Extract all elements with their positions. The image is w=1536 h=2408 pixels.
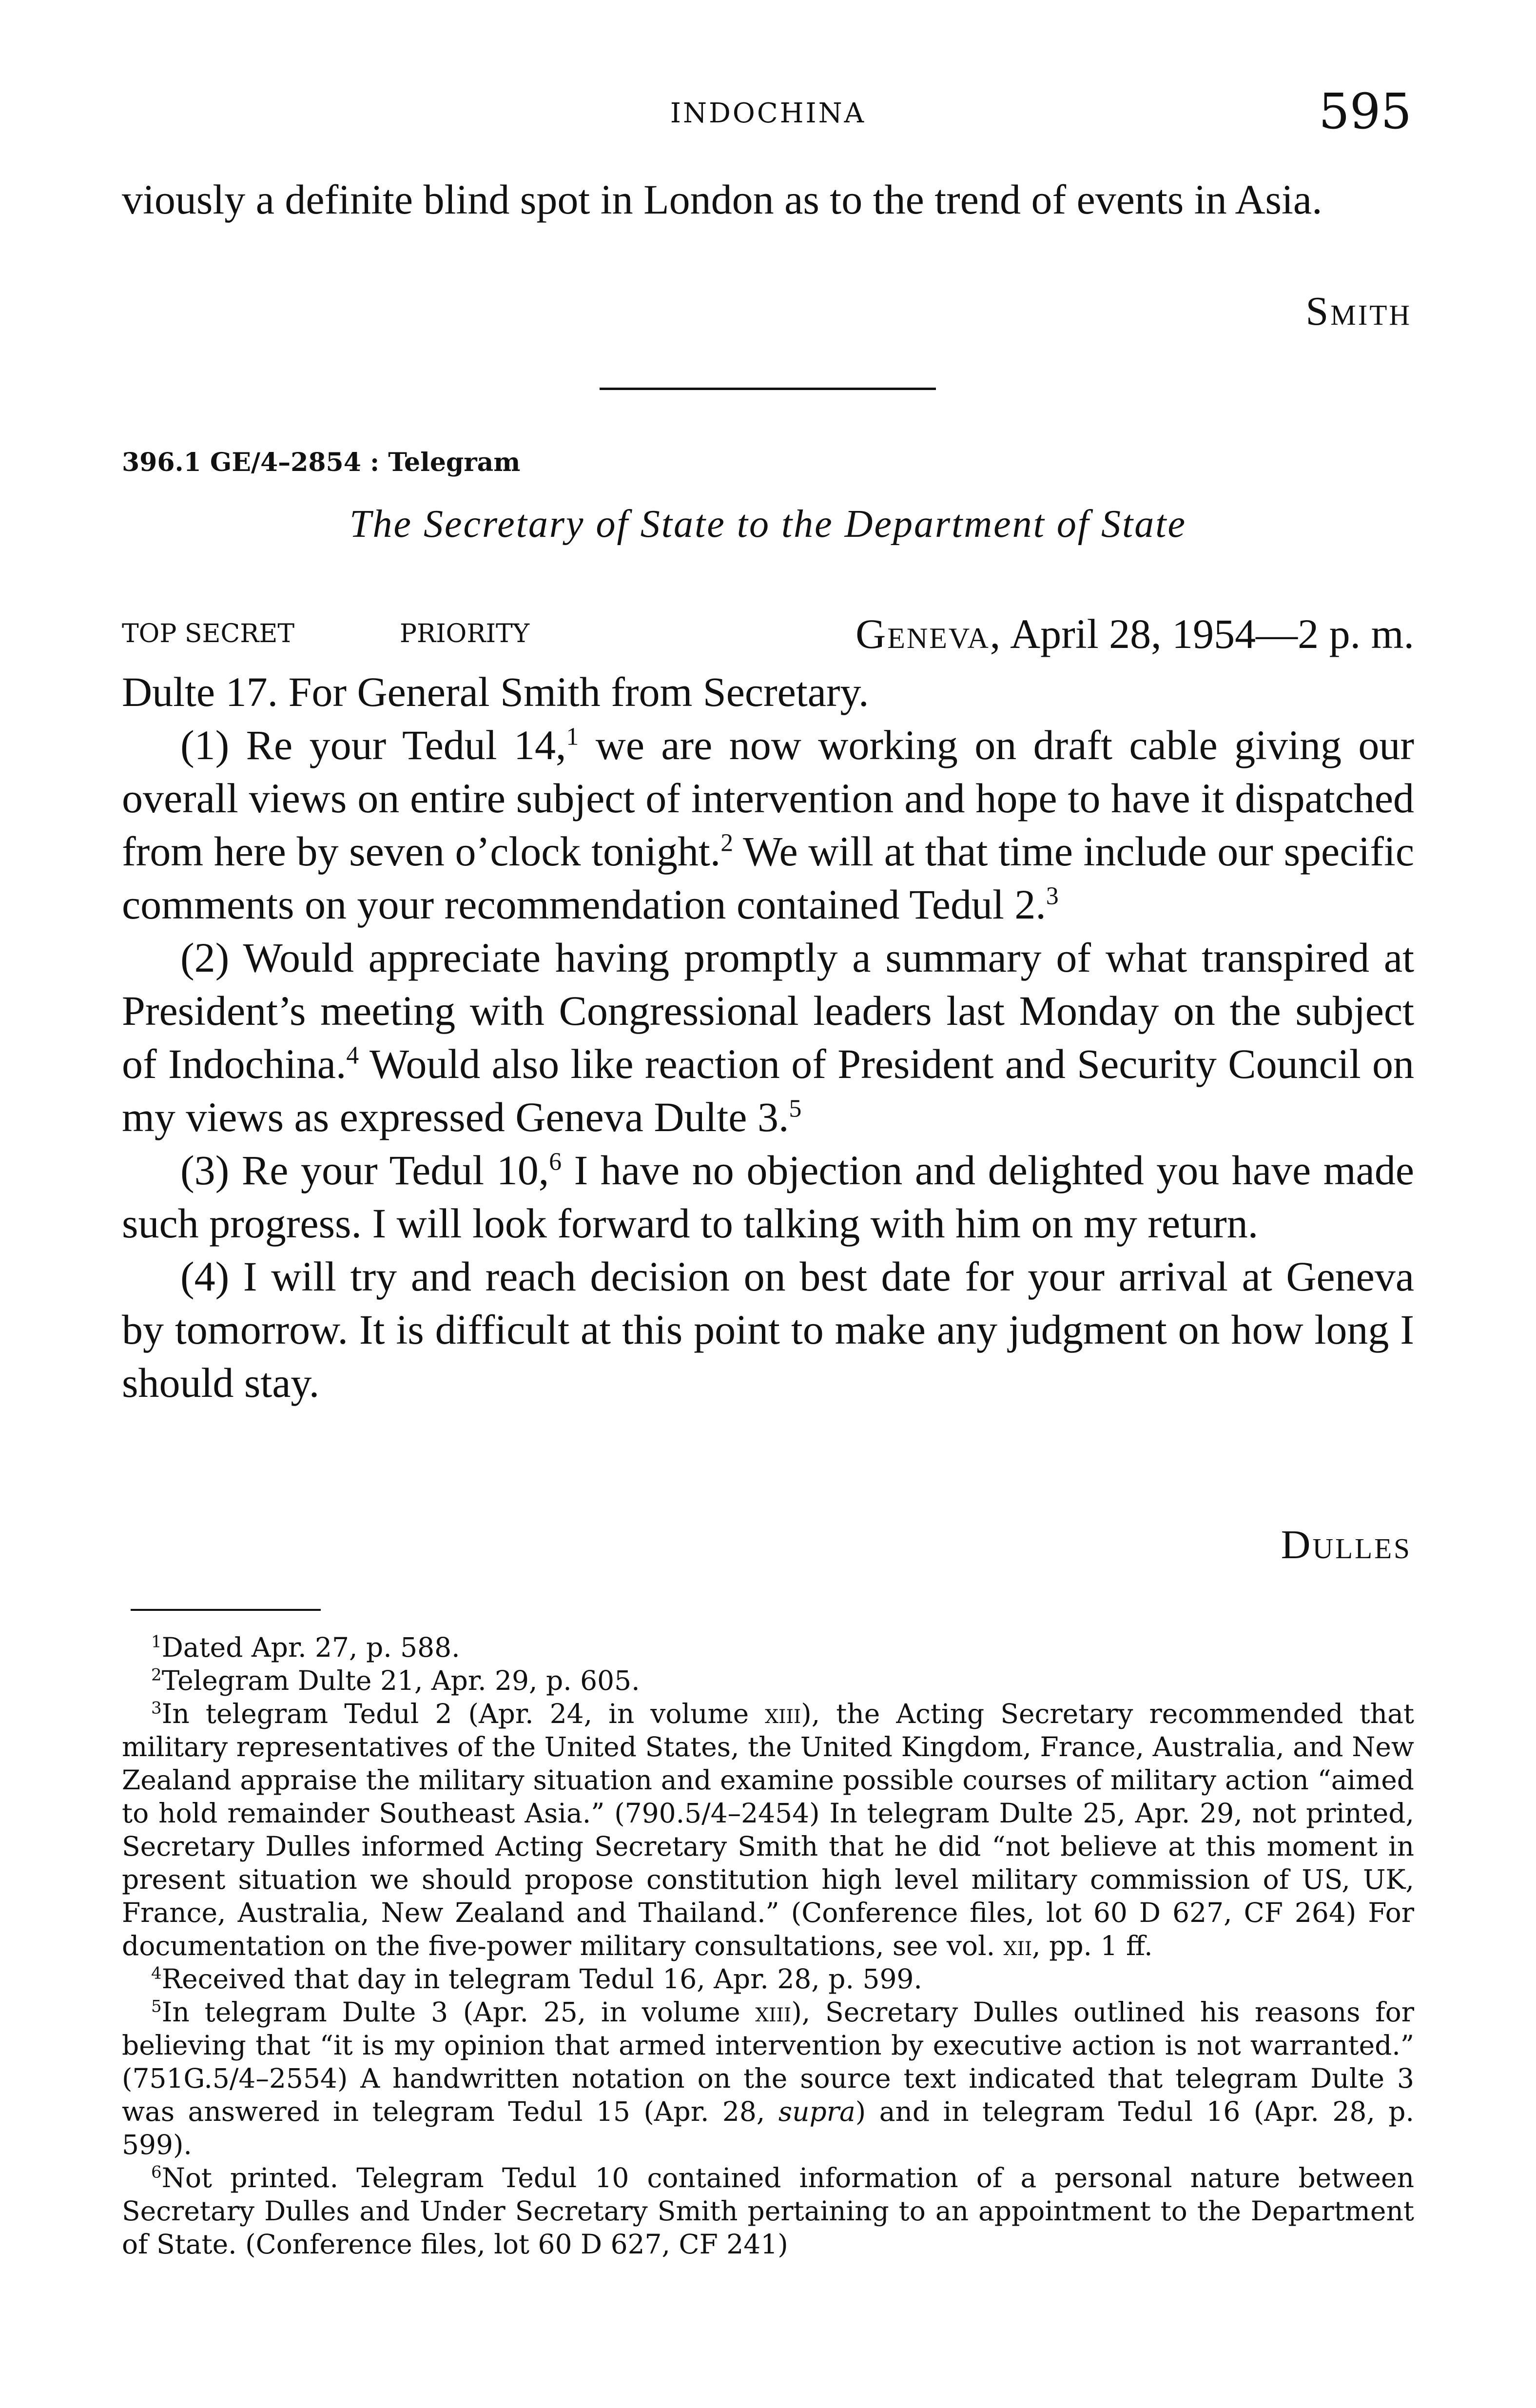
footnote-4 [122,1962,1414,1996]
signature-smith-text: Smith [1305,289,1412,334]
footnote-2-mark: 2 [151,1665,162,1685]
footnote-2 [122,1664,1414,1697]
signature-dulles [1281,1521,1412,1568]
running-head [0,83,1536,141]
precedence: PRIORITY [400,619,530,648]
footnote-3-volume: xiii [765,1698,801,1729]
p1-text-c: We will at that time include our specific comments on your recommendation contained Tedul 2. [122,828,1414,928]
section-divider [600,388,936,390]
footnote-ref-6[interactable]: 6 [549,1148,562,1176]
footnote-ref-2[interactable]: 2 [720,829,734,857]
running-title: INDOCHINA [670,98,866,129]
footnote-ref-1[interactable]: 1 [566,723,579,751]
p2-text-b: Would also like reaction of President and Security Council on my views as expressed Geneva Dulte 3. [122,1040,1415,1140]
signature-smith [1306,288,1412,335]
signature-dulles-text: Dulles [1281,1522,1412,1567]
page-number: 595 [1319,83,1412,140]
footnote-3-mark: 3 [151,1698,162,1718]
footnote-5-text-c: ) and in telegram Tedul 16 (Apr. 28, p. 599). [122,2096,1414,2160]
continuation-text [122,173,1414,226]
footnote-4-mark: 4 [151,1963,162,1983]
footnote-5-text-b: ), Secretary Dulles outlined his reasons for believing that “it is my opinion that armed intervention by executive action is not warranted.” (751G.5/4–2554) A handwritten notation on the source text indicated that telegram Dulte 3 was answered in telegram Tedul 15 (Apr. 28, [122,1997,1414,2127]
p2-text-a: (2) Would appreciate having promptly a summary of what transpired at President’s meeting with Congressional leaders last Monday on the subject of Indochina. [122,934,1414,1087]
footnote-5 [122,1996,1414,2161]
telegram-body [122,666,1414,1410]
footnote-divider [131,1609,321,1611]
opening-line: Dulte 17. For General Smith from Secretary. [122,668,869,715]
footnotes [122,1631,1414,2261]
footnote-ref-3[interactable]: 3 [1046,882,1059,910]
footnote-2-text: Telegram Dulte 21, Apr. 29, p. 605. [161,1665,640,1696]
footnote-6-mark: 6 [151,2162,162,2182]
paragraph-4: (4) I will try and reach decision on best date for your arrival at Geneva by tomorrow. It is difficult at this point to make any judgment on how long I should stay. [122,1253,1414,1406]
p1-text-a: (1) Re your Tedul 14, [180,722,566,768]
footnote-5-volume: xiii [755,1997,792,2028]
p3-text-a: (3) Re your Tedul 10, [180,1147,549,1194]
footnote-1 [122,1631,1414,1664]
continuation-paragraph: viously a definite blind spot in London as to the trend of events in Asia. [122,176,1322,223]
telegram-header [122,609,1414,663]
footnote-ref-5[interactable]: 5 [789,1095,802,1123]
footnote-1-text: Dated Apr. 27, p. 588. [161,1632,460,1663]
footnote-4-text: Received that day in telegram Tedul 16, Apr. 28, p. 599. [161,1963,922,1995]
footnote-3-text-a: In telegram Tedul 2 (Apr. 24, in volume [161,1698,765,1729]
footnote-6 [122,2161,1414,2261]
paragraph-3 [122,1144,1414,1250]
document-title: The Secretary of State to the Department of State [349,503,1187,546]
paragraph-1 [122,719,1414,931]
p1-text-b: we are now working on draft cable giving our overall views on entire subject of intervention and hope to have it dispatched from here by seven o’clock tonight. [122,722,1414,875]
footnote-3-text-c: , pp. 1 ff. [1032,1930,1153,1961]
footnote-3-text-b: ), the Acting Secretary recommended that military representatives of the United States, the United Kingdom, France, Australia, and New Zealand appraise the military situation and examine possible courses of military action “aimed to hold remainder Southeast Asia.” (790.5/4–2454) In telegram Dulte 25, Apr. 29, not printed, Secretary Dulles informed Acting Secretary Smith that he did “not believe at this moment in present situation we should propose constitution high level military commission of US, UK, France, Australia, New Zealand and Thailand.” (Conference files, lot 60 D 627, CF 264) For documentation on the five-power military consultations, see vol. [122,1698,1414,1961]
footnote-1-mark: 1 [151,1632,162,1652]
paragraph-2 [122,931,1414,1144]
footnote-6-text: Not printed. Telegram Tedul 10 contained information of a personal nature between Secretary Dulles and Under Secretary Smith pertaining to an appointment to the Department of State. (Conference files, lot 60 D 627, CF 241) [122,2162,1414,2260]
footnote-5-text-a: In telegram Dulte 3 (Apr. 25, in volume [161,1997,756,2028]
footnote-5-mark: 5 [151,1997,162,2016]
dateline-date: April 28, 1954—2 p. m. [1002,610,1414,657]
footnote-ref-4[interactable]: 4 [346,1041,359,1070]
p3-text-b: I have no objection and delighted you have made such progress. I will look forward to talking with him on my return. [122,1147,1414,1247]
dateline-place: Geneva, [855,610,1002,657]
footnote-5-supra: supra [778,2096,855,2127]
classification: TOP SECRET [122,619,294,648]
file-number: 396.1 GE/4–2854 : Telegram [122,448,521,477]
footnote-3 [122,1697,1414,1962]
footnote-3-volume-2: xii [1003,1930,1032,1961]
dateline [855,609,1414,658]
